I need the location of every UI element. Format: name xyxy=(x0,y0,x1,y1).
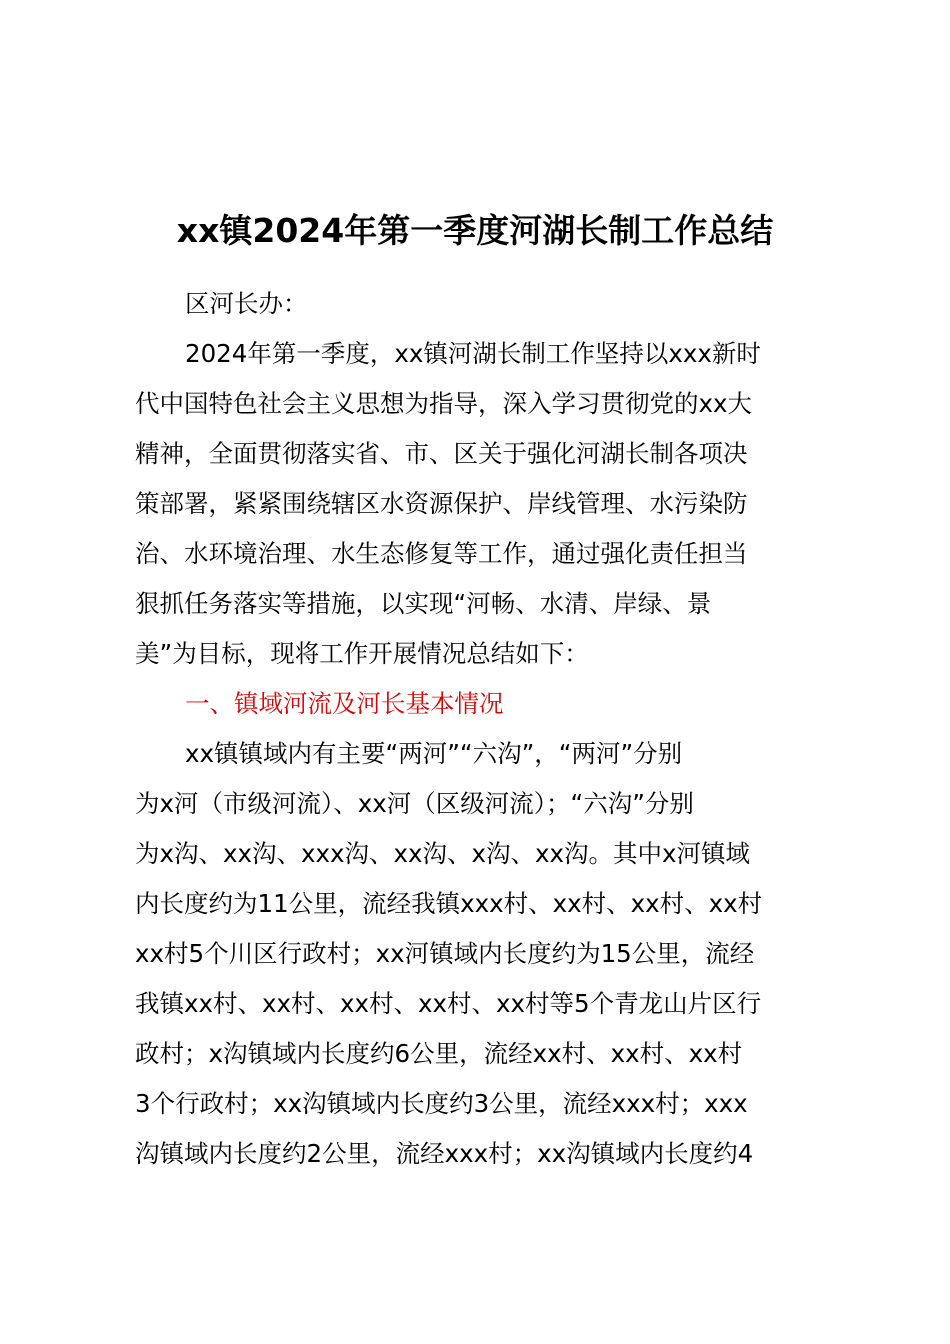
intro-line-7: 美”为目标，现将工作开展情况总结如下： xyxy=(135,639,589,668)
intro-line-5: 治、水环境治理、水生态修复等工作，通过强化责任担当 xyxy=(135,539,748,568)
section-line-6: 我镇xx村、xx村、xx村、xx村、xx村等5个青龙山片区行 xyxy=(135,989,762,1018)
intro-line-3: 精神，全面贯彻落实省、市、区关于强化河湖长制各项决 xyxy=(135,439,748,468)
section-line-7: 政村；x沟镇域内长度约6公里，流经xx村、xx村、xx村 xyxy=(135,1039,743,1068)
intro-line-1: 2024年第一季度，xx镇河湖长制工作坚持以xxx新时 xyxy=(185,339,761,368)
section-line-5: xx村5个川区行政村；xx河镇域内长度约为15公里，流经 xyxy=(135,939,755,968)
section-line-8: 3个行政村；xx沟镇域内长度约3公里，流经xxx村；xxx xyxy=(135,1089,748,1118)
intro-line-2: 代中国特色社会主义思想为指导，深入学习贯彻党的xx大 xyxy=(135,389,752,418)
section-line-3: 为x沟、xx沟、xxx沟、xx沟、x沟、xx沟。其中x河镇域 xyxy=(135,839,750,868)
salutation: 区河长办： xyxy=(185,289,308,318)
intro-line-6: 狠抓任务落实等措施，以实现“河畅、水清、岸绿、景 xyxy=(135,589,712,618)
section-line-9: 沟镇域内长度约2公里，流经xxx村；xx沟镇域内长度约4 xyxy=(135,1139,754,1168)
document-title: xx镇2024年第一季度河湖长制工作总结 xyxy=(176,211,774,250)
section-line-2: 为x河（市级河流）、xx河（区级河流）；“六沟”分别 xyxy=(135,789,694,818)
section-line-1: xx镇镇域内有主要“两河”“六沟”，“两河”分别 xyxy=(185,739,683,768)
intro-line-4: 策部署，紧紧围绕辖区水资源保护、岸线管理、水污染防 xyxy=(135,489,748,518)
section-heading: 一、镇域河流及河长基本情况 xyxy=(185,689,504,718)
section-line-4: 内长度约为11公里，流经我镇xxx村、xx村、xx村、xx村 xyxy=(135,889,763,918)
